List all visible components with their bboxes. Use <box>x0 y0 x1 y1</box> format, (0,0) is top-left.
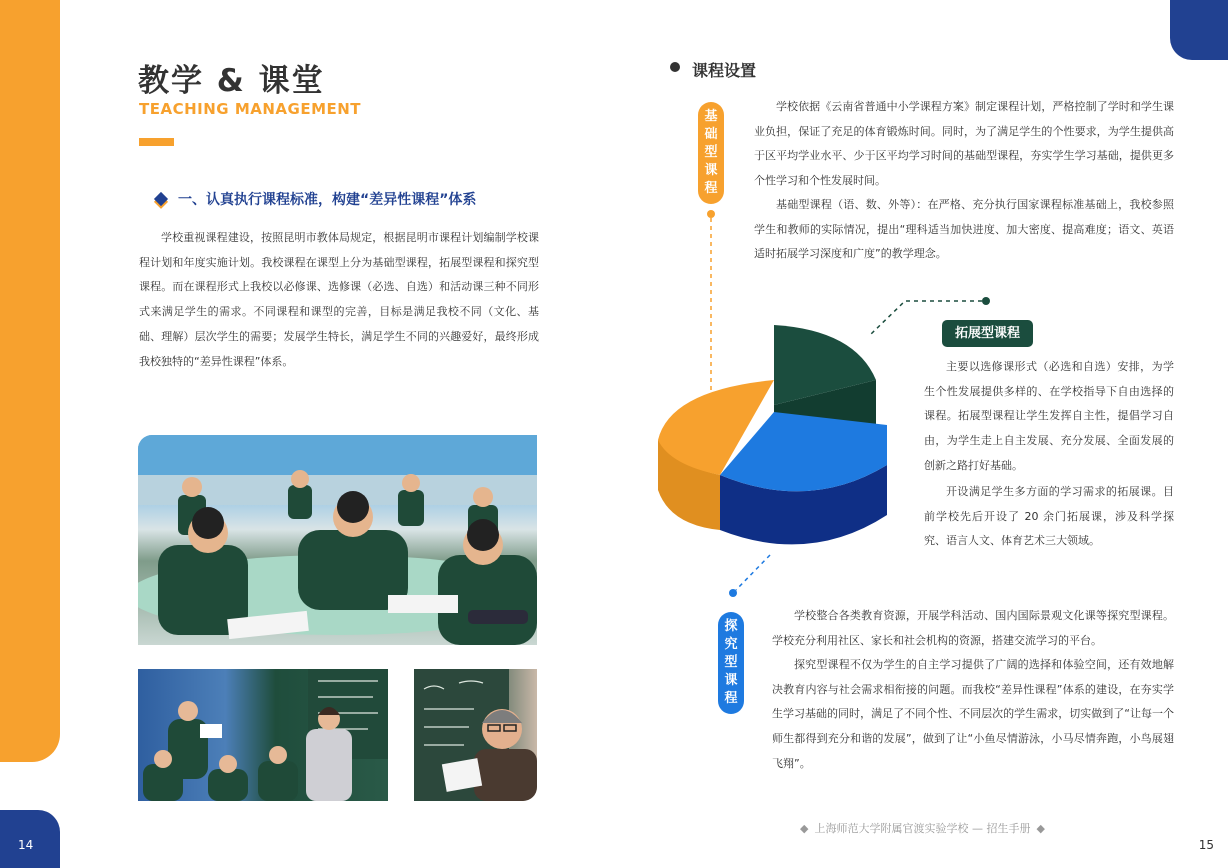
intro-paragraph: 学校重视课程建设，按照昆明市教体局规定，根据昆明市课程计划编制学校课程计划和年度实施计划。我校课程在课型上分为基础型课程，拓展型课程和探究型课程。而在课程形式上我校以必修课、选修课（必选、自选）和活动课三种不同形式来满足学生的需求。不同课程和课型的完善，目标是满足我校不同（文化、基础、理解）层次学生的需要；发展学生特长，满足学生不同的兴趣爱好，最终形成我校独特的“差异性课程”体系。 <box>139 231 539 368</box>
top-right-corner-block <box>1170 0 1228 60</box>
label-explore-course <box>718 612 744 714</box>
extended-course-paragraph-1: 主要以选修课形式（必选和自选）安排，为学生个性发展提供多样的、在学校指导下自由选择的课程。拓展型课程让学生发挥自主性，提倡学习自由，为学生走上自主发展、充分发展、全面发展的创新之路打好基础。 <box>924 360 1174 472</box>
label-explore-char: 课 <box>724 673 738 688</box>
diamond-icon <box>154 192 168 206</box>
page-number-left: 14 <box>18 838 34 852</box>
classroom-photo-main <box>138 435 537 645</box>
label-explore-char: 探 <box>724 619 738 634</box>
classroom-photo-teacher <box>138 669 388 801</box>
label-basic-char: 基 <box>704 109 718 124</box>
page-title: 教学 & 课堂 <box>138 63 325 99</box>
basic-course-paragraph-1: 学校依据《云南省普通中小学课程方案》制定课程计划，严格控制了学时和学生课业负担，保证了充足的体育锻炼时间。同时，为了满足学生的个性要求，为学生提供高于区平均学业水平、少于区平均学习时间的基础型课程，夯实学生学习基础，提供更多个性学习和个性发展时间。 <box>754 100 1174 188</box>
teacher-closeup-photo <box>414 669 537 801</box>
basic-course-paragraph-2: 基础型课程（语、数、外等）：在严格、充分执行国家课程标准基础上，我校参照学生和教师的实际情况，提出“理科适当加快进度、加大密度、提高难度；语文、英语适时拓展学习深度和广度”的教学理念。 <box>754 198 1174 261</box>
page-subtitle-en: TEACHING MANAGEMENT <box>139 100 362 118</box>
section-heading <box>156 189 476 209</box>
page-footer <box>800 820 1045 836</box>
section-heading-text: 一、认真执行课程标准，构建“差异性课程”体系 <box>178 192 477 208</box>
label-basic-char: 程 <box>704 181 718 196</box>
heading-bullet-icon <box>670 62 680 72</box>
label-basic-course <box>698 102 724 204</box>
course-setup-heading: 课程设置 <box>692 61 757 80</box>
teacher-closeup-illustration <box>414 669 537 801</box>
left-orange-bar <box>0 0 60 762</box>
footer-diamond-icon: ◆ <box>1036 821 1045 835</box>
footer-diamond-icon: ◆ <box>800 821 809 835</box>
label-explore-char: 究 <box>724 637 738 652</box>
extended-course-paragraph-2: 开设满足学生多方面的学习需求的拓展课。目前学校先后开设了 20 余门拓展课，涉及科学探究、语言人文、体育艺术三大领域。 <box>924 485 1174 548</box>
label-basic-char: 型 <box>704 145 718 160</box>
title-underline <box>139 138 174 146</box>
label-explore-char: 型 <box>724 655 738 670</box>
teacher-photo-illustration <box>138 669 388 801</box>
explore-course-paragraph-2: 探究型课程不仅为学生的自主学习提供了广阔的选择和体验空间，还有效地解决教育内容与社会需求相衔接的问题。而我校“差异性课程”体系的建设，在夯实学生学习基础的同时，满足了不同个性、不同层次的学生需求，切实做到了“让每一个师生都得到充分和谐的发展”，做到了让“小鱼尽情游泳，小马尽情奔跑，小鸟展翅飞翔”。 <box>772 658 1174 770</box>
label-extended-course: 拓展型课程 <box>942 320 1033 347</box>
course-type-3d-pie <box>650 290 900 560</box>
classroom-photo-illustration <box>138 435 537 645</box>
page-number-right: 15 <box>1198 838 1214 852</box>
explore-course-paragraph-1: 学校整合各类教育资源，开展学科活动、国内国际景观文化课等探究型课程。学校充分利用社区、家长和社会机构的资源，搭建交流学习的平台。 <box>772 609 1174 647</box>
label-basic-char: 础 <box>704 127 718 142</box>
label-explore-char: 程 <box>724 691 738 706</box>
footer-text: 上海师范大学附属官渡实验学校 — 招生手册 <box>814 822 1031 835</box>
label-basic-char: 课 <box>704 163 718 178</box>
